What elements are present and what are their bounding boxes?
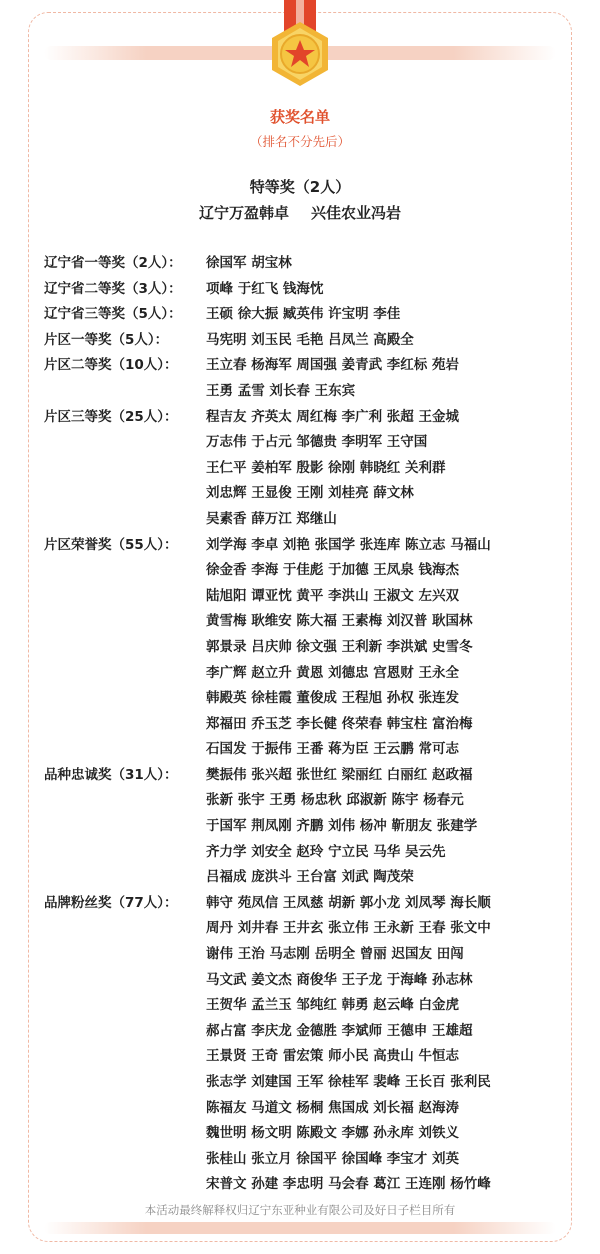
award-label: 辽宁省三等奖（5人）：	[44, 306, 182, 323]
award-label: 片区三等奖（25人）：	[44, 408, 178, 425]
special-award-winners	[0, 202, 600, 223]
award-winners	[206, 405, 564, 533]
award-label: 片区荣誉奖（55人）：	[44, 536, 178, 553]
award-row	[44, 328, 564, 354]
winner-line: 项峰 于红飞 钱海忱	[206, 280, 324, 297]
winner-line: 周丹 刘井春 王井玄 张立伟 王永新 王春 张文中	[206, 920, 491, 937]
winner-line: 陈福友 马道文 杨桐 焦国成 刘长福 赵海涛	[206, 1099, 459, 1116]
award-label: 片区一等奖（5人）：	[44, 331, 169, 348]
winner-line: 郭景录 吕庆帅 徐文强 王利新 李洪斌 史雪冬	[206, 638, 473, 655]
winner-line: 齐力学 刘安全 赵玲 宁立民 马华 吴云先	[206, 843, 446, 860]
award-winners	[206, 763, 564, 891]
award-label: 片区二等奖（10人）：	[44, 357, 178, 374]
bottom-decor-bar	[44, 1222, 556, 1234]
winner-line: 于国军 荆凤刚 齐鹏 刘伟 杨冲 靳朋友 张建学	[206, 818, 478, 835]
award-row	[44, 405, 564, 533]
award-winners	[206, 302, 564, 328]
award-label: 辽宁省一等奖（2人）：	[44, 255, 182, 271]
winner-line: 陆旭阳 谭亚忱 黄平 李洪山 王淑文 左兴双	[206, 587, 459, 604]
award-winners	[206, 353, 564, 404]
winner-line: 徐金香 李海 于佳彪 于加德 王凤泉 钱海杰	[206, 562, 459, 579]
award-winners	[206, 277, 564, 303]
special-winner: 辽宁万盈韩卓	[198, 204, 289, 222]
page-subtitle: （排名不分先后）	[249, 134, 350, 149]
star-medal-icon	[260, 0, 340, 98]
winner-line: 谢伟 王治 马志刚 岳明全 曾丽 迟国友 田闯	[206, 946, 464, 963]
award-winners	[206, 328, 564, 354]
award-list	[44, 251, 564, 1198]
winner-line: 马文武 姜文杰 商俊华 王子龙 于海峰 孙志林	[206, 971, 473, 988]
winner-line: 郑福田 乔玉芝 李长健 佟荣春 韩宝柱 富治梅	[206, 715, 473, 732]
winner-line: 李广辉 赵立升 黄恩 刘德忠 宫恩财 王永全	[206, 664, 459, 681]
winner-line: 郝占富 李庆龙 金德胜 李斌师 王德申 王雄超	[206, 1022, 473, 1039]
winner-line: 宋普文 孙建 李忠明 马会春 葛江 王连刚 杨竹峰	[206, 1176, 491, 1193]
page-title: 获奖名单	[269, 108, 330, 126]
winner-line: 王勇 孟雪 刘长春 王东宾	[206, 382, 356, 399]
winner-line: 王景贤 王奇 雷宏策 师小民 高贵山 牛恒志	[206, 1048, 459, 1065]
award-label: 品种忠诚奖（31人）：	[44, 766, 178, 783]
award-label: 品牌粉丝奖（77人）：	[44, 894, 178, 911]
winner-line: 王贺华 孟兰玉 邹纯红 韩勇 赵云峰 白金虎	[206, 997, 459, 1014]
award-row	[44, 277, 564, 303]
winner-line: 韩守 苑凤信 王凤慈 胡新 郭小龙 刘凤琴 海长顺	[206, 894, 491, 911]
winner-line: 徐国军 胡宝林	[206, 255, 292, 271]
winner-line: 万志伟 于占元 邹德贵 李明军 王守国	[206, 434, 428, 451]
award-winners	[206, 891, 564, 1198]
winner-line: 王仁平 姜柏军 殷影 徐刚 韩晓红 关利群	[206, 459, 446, 476]
special-winner: 兴佳农业冯岩	[311, 204, 402, 222]
winner-line: 黄雪梅 耿维安 陈大福 王素梅 刘汉普 耿国林	[206, 613, 473, 630]
winner-line: 刘忠辉 王显俊 王刚 刘桂亮 薛文林	[206, 485, 414, 502]
winner-line: 樊振伟 张兴超 张世红 梁丽红 白丽红 赵政福	[206, 766, 473, 783]
winner-line: 韩殿英 徐桂霞 董俊成 王程旭 孙权 张连发	[206, 690, 459, 707]
winner-line: 刘学海 李卓 刘艳 张国学 张连库 陈立志 马福山	[206, 536, 491, 553]
award-row	[44, 251, 564, 277]
award-row	[44, 533, 564, 763]
winner-line: 张新 张宇 王勇 杨忠秋 邱淑新 陈宇 杨春元	[206, 792, 464, 809]
winner-line: 石国发 于振伟 王番 蒋为臣 王云鹏 常可志	[206, 741, 459, 758]
winner-line: 吕福成 庞洪斗 王台富 刘武 陶茂荣	[206, 869, 414, 886]
winner-line: 张志学 刘建国 王军 徐桂军 裴峰 王长百 张利民	[206, 1074, 491, 1090]
award-winners	[206, 533, 564, 763]
award-row	[44, 763, 564, 891]
winner-line: 吴素香 薛万江 郑继山	[206, 510, 337, 527]
winner-line: 张桂山 张立月 徐国平 徐国峰 李宝才 刘英	[206, 1150, 459, 1167]
winner-line: 王硕 徐大振 臧英伟 许宝明 李佳	[206, 306, 401, 323]
winner-line: 魏世明 杨文明 陈殿文 李娜 孙永库 刘铁义	[206, 1125, 459, 1142]
special-award-label: 特等奖（2人）	[249, 178, 351, 196]
footer-note: 本活动最终解释权归辽宁东亚种业有限公司及好日子栏目所有	[144, 1203, 456, 1217]
winner-line: 王立春 杨海军 周国强 姜青武 李红标 苑岩	[206, 357, 459, 374]
winner-line: 程吉友 齐英太 周红梅 李广利 张超 王金城	[206, 408, 459, 425]
winner-line: 马宪明 刘玉民 毛艳 吕凤兰 高殿全	[206, 331, 414, 348]
award-row	[44, 353, 564, 404]
award-row	[44, 302, 564, 328]
award-winners	[206, 251, 564, 277]
award-row	[44, 891, 564, 1198]
award-label: 辽宁省二等奖（3人）：	[44, 280, 182, 297]
